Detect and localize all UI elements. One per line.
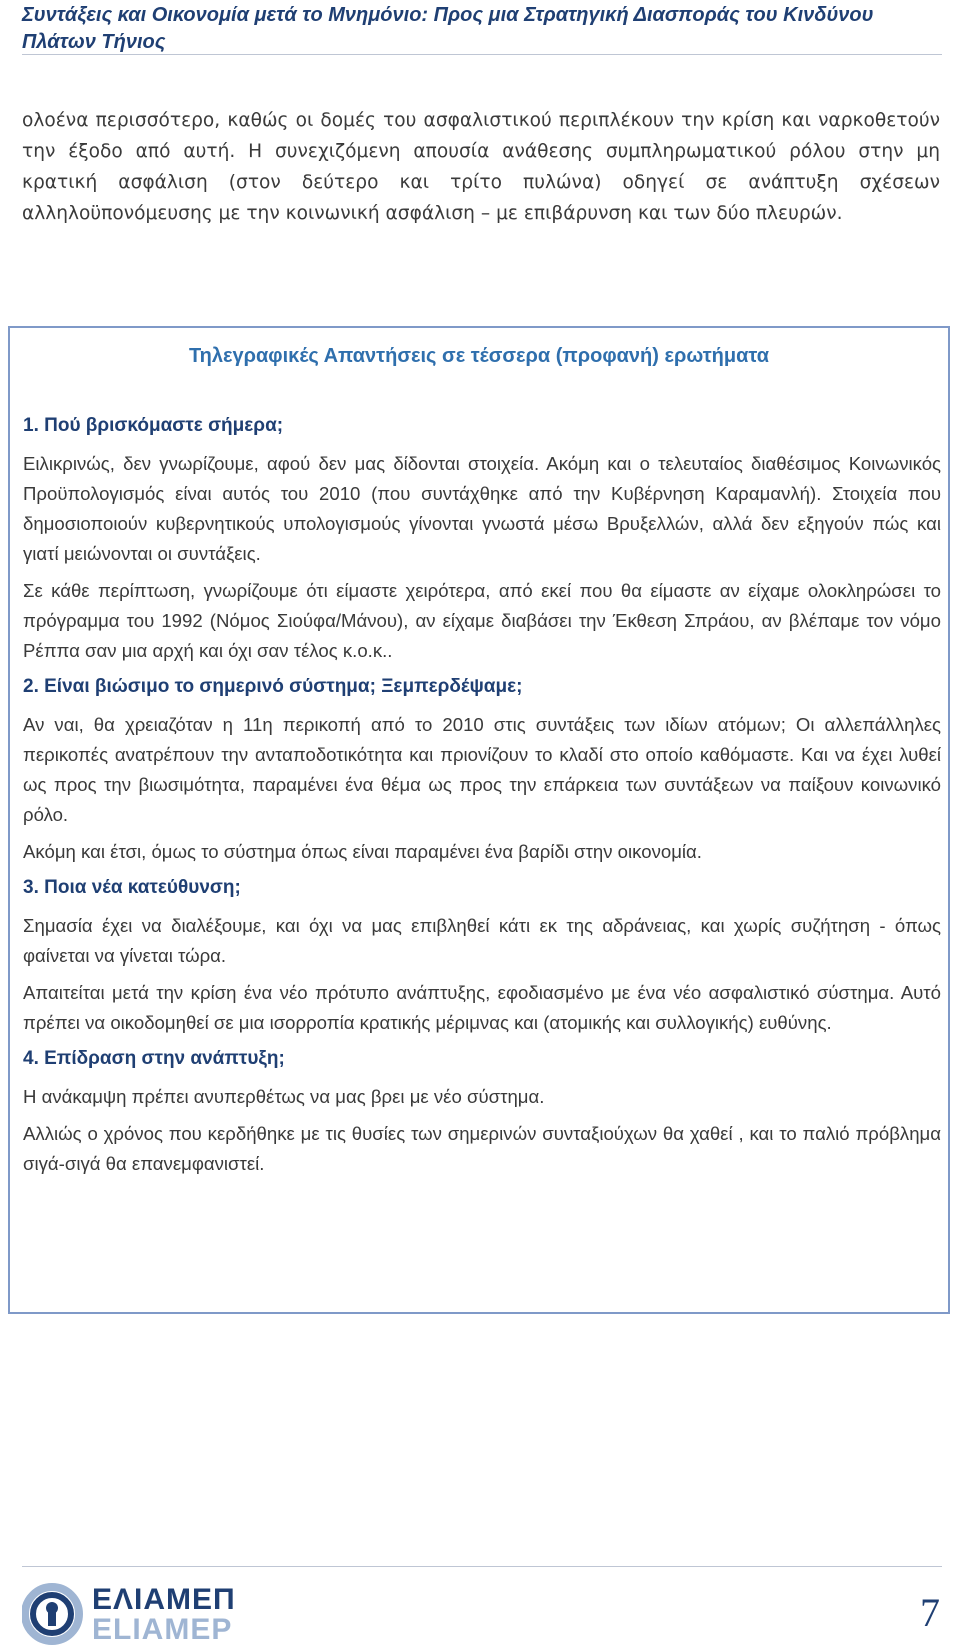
question-heading-1: 1. Πού βρισκόμαστε σήμερα; bbox=[23, 415, 284, 436]
answer-paragraph: Σε κάθε περίπτωση, γνωρίζουμε ότι είμαστε χειρότερα, από εκεί που θα είμαστε αν είχαμε ολοκληρώσει το πρόγραμμα του 1992 (Νόμος Σιούφα/Μάνου), αν είχαμε διαβάσει την Έκθεση Σπράου, αν βλέπαμε τον νόμο Ρέππα σαν μια αρχή και όχι σαν τέλος κ.ο.κ.. bbox=[23, 580, 941, 661]
header-title: Συντάξεις και Οικονομία μετά το Μνημόνιο: Προς μια Στρατηγική Διασποράς του Κινδύνου bbox=[22, 4, 874, 26]
question-heading-4: 4. Επίδραση στην ανάπτυξη; bbox=[23, 1048, 285, 1069]
header-divider bbox=[22, 54, 942, 55]
answer-paragraph: Απαιτείται μετά την κρίση ένα νέο πρότυπο ανάπτυξης, εφοδιασμένο με ένα νέο ασφαλιστικό σύστημα. Αυτό πρέπει να οικοδομηθεί σε μια ισορροπία κρατικής μέριμνας και (ατομικής και συλλογικής) ευθύνης. bbox=[23, 982, 941, 1033]
box-title: Τηλεγραφικές Απαντήσεις σε τέσσερα (προφανή) ερωτήματα bbox=[188, 345, 770, 367]
box-body bbox=[23, 412, 941, 1186]
answer-paragraph: Ακόμη και έτσι, όμως το σύστημα όπως είναι παραμένει ένα βαρίδι στην οικονομία. bbox=[23, 841, 702, 862]
intro-paragraph: ολοένα περισσότερο, καθώς οι δομές του ασφαλιστικού περιπλέκουν την κρίση και ναρκοθετούν την έξοδο από αυτή. Η συνεχιζόμενη απουσία ανάθεσης συμπληρωματικού ρόλου στην μη κρατική ασφάλιση (στον δεύτερο και τρίτο πυλώνα) οδηγεί σε ανάπτυξη σχέσεων αλληλοϋπονόμευσης με την κοινωνική ασφάλιση – με επιβάρυνση και των δύο πλευρών. bbox=[22, 110, 940, 224]
footer-divider bbox=[22, 1566, 942, 1567]
answer-paragraph: Σημασία έχει να διαλέξουμε, και όχι να μας επιβληθεί κάτι εκ της αδράνειας, και χωρίς συζήτηση - όπως φαίνεται να γίνεται τώρα. bbox=[23, 915, 941, 966]
answer-paragraph: Ειλικρινώς, δεν γνωρίζουμε, αφού δεν μας δίδονται στοιχεία. Ακόμη και ο τελευταίος διαθέσιμος Κοινωνικός Προϋπολογισμός είναι αυτός του 2010 (που συντάχθηκε από την Κυβέρνηση Καραμανλή). Στοιχεία που δημοσιοποιούν κυβερνητικούς υπολογισμούς γίνονται γνωστά μέσω Βρυξελλών, αλλά δεν εξηγούν πώς και γιατί μειώνονται οι συντάξεις. bbox=[23, 453, 941, 564]
logo-text-latin: ELIAMEP bbox=[92, 1613, 233, 1646]
answers-box bbox=[8, 326, 950, 1314]
answer-paragraph: Αν ναι, θα χρειαζόταν η 11η περικοπή από το 2010 στις συντάξεις των ιδίων ατόμων; Οι αλλεπάλληλες περικοπές ανατρέπουν την ανταποδοτικότητα και πριονίζουν το κλαδί στο οποίο καθόμαστε. Και να έχει λυθεί ως προς την βιωσιμότητα, παραμένει ένα θέμα ως προς την επάρκεια των συντάξεων να παίξουν κοινωνικό ρόλο. bbox=[23, 714, 941, 825]
page-number: 7 bbox=[920, 1590, 940, 1635]
running-header bbox=[22, 2, 942, 56]
answer-paragraph: Η ανάκαμψη πρέπει ανυπερθέτως να μας βρει με νέο σύστημα. bbox=[23, 1086, 545, 1107]
question-heading-3: 3. Ποια νέα κατεύθυνση; bbox=[23, 877, 241, 898]
logo-text-greek: ΕΛΙΑΜΕΠ bbox=[92, 1583, 236, 1616]
eliamep-logo bbox=[22, 1583, 242, 1645]
question-heading-2: 2. Είναι βιώσιμο το σημερινό σύστημα; Ξεμπερδέψαμε; bbox=[23, 676, 523, 697]
header-author: Πλάτων Τήνιος bbox=[22, 31, 166, 53]
answer-paragraph: Αλλιώς ο χρόνος που κερδήθηκε με τις θυσίες των σημερινών συνταξιούχων θα χαθεί , και το παλιό πρόβλημα σιγά-σιγά θα επανεμφανιστεί. bbox=[23, 1123, 941, 1174]
keyhole-logo-icon bbox=[22, 1583, 86, 1645]
